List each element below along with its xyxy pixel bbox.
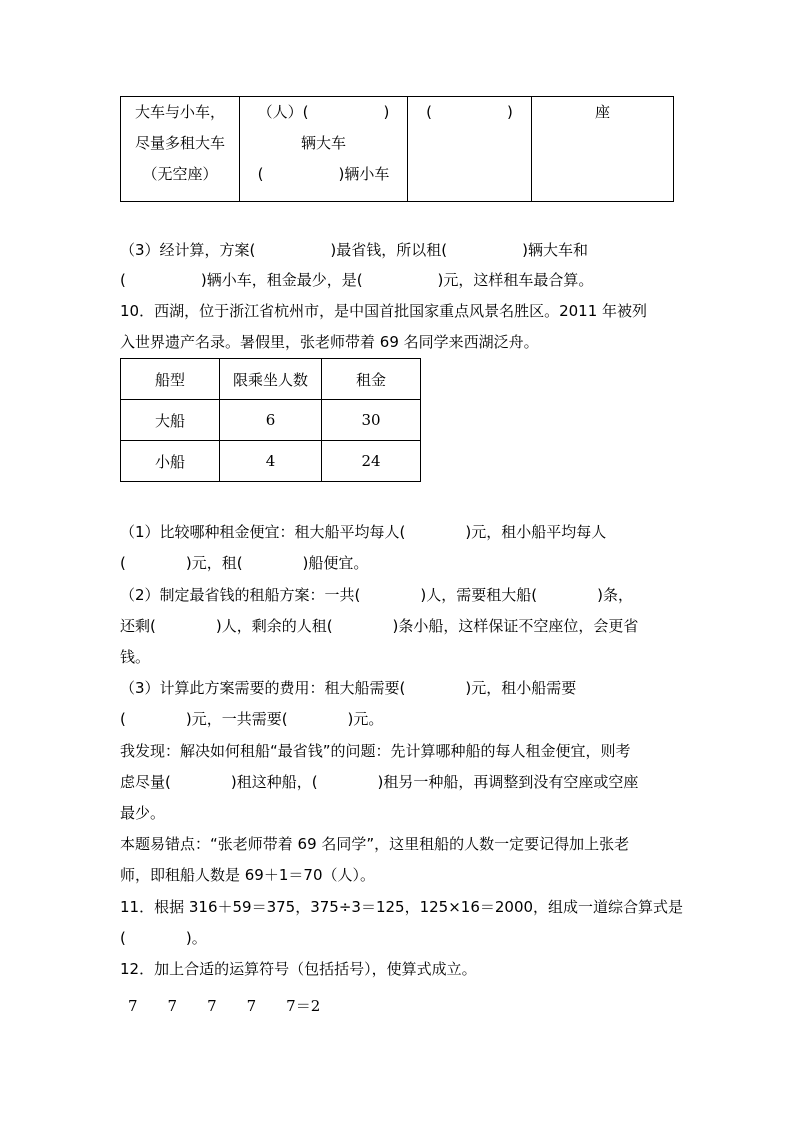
question-line: 虑尽量( )租这种船，( )租另一种船，再调整到没有空座或空座 (120, 773, 639, 791)
table-header-row (121, 359, 421, 400)
cell-text: ( ) (426, 103, 513, 121)
table-cell: 30 (322, 400, 421, 441)
question-line: ( )。 (120, 929, 207, 947)
header-cell: 租金 (322, 359, 421, 400)
question-line: （2）制定最省钱的租船方案：一共( )人，需要租大船( )条， (120, 586, 633, 604)
question-line: （3）计算此方案需要的费用：租大船需要( )元，租小船需要 (120, 679, 577, 697)
question-line: 钱。 (120, 648, 151, 666)
header-cell: 限乘坐人数 (220, 359, 322, 400)
cell-text: （人）( ) (257, 103, 390, 121)
seat-cell (532, 97, 674, 202)
question-line: 12．加上合适的运算符号（包括括号），使算式成立。 (120, 960, 477, 978)
cell-text: 大车与小车， (134, 103, 225, 121)
question-line: ( )辆小车，租金最少，是( )元，这样租车最合算。 (120, 271, 594, 289)
table-row (121, 97, 674, 202)
header-cell: 船型 (121, 359, 220, 400)
equation-line: 7 7 7 7 7＝2 (128, 997, 321, 1015)
question-line: 11．根据 316＋59＝375，375÷3＝125，125×16＝2000，组成一道综合算式是 (120, 898, 684, 916)
question-line: 10．西湖，位于浙江省杭州市，是中国首批国家重点风景名胜区。2011 年被列 (120, 302, 648, 320)
question-line: （3）经计算，方案( )最省钱，所以租( )辆大车和 (120, 241, 588, 259)
question-line: （1）比较哪种租金便宜：租大船平均每人( )元，租小船平均每人 (120, 523, 607, 541)
question-line: ( )元，租( )船便宜。 (120, 554, 369, 572)
question-line: 本题易错点：“张老师带着 69 名同学”，这里租船的人数一定要记得加上张老 (120, 835, 630, 853)
question-line: 入世界遗产名录。暑假里，张老师带着 69 名同学来西湖泛舟。 (120, 333, 539, 351)
question-line: 我发现：解决如何租船“最省钱”的问题：先计算哪种船的每人租金便宜，则考 (120, 742, 631, 760)
cell-text: 座 (594, 103, 610, 121)
table-cell: 小船 (121, 441, 220, 482)
table-cell: 24 (322, 441, 421, 482)
question-line: 师，即租船人数是 69＋1＝70（人）。 (120, 866, 375, 884)
question-line: 最少。 (120, 804, 166, 822)
cell-text: 尽量多租大车 (134, 134, 225, 152)
table-cell: 大船 (121, 400, 220, 441)
rental-plan-table (120, 96, 674, 202)
table-cell: 4 (220, 441, 322, 482)
question-line: 还剩( )人，剩余的人租( )条小船，这样保证不空座位，会更省 (120, 617, 639, 635)
table-row (121, 441, 421, 482)
vehicle-count-cell (240, 97, 408, 202)
cell-text: ( )辆小车 (257, 165, 390, 183)
question-line: ( )元，一共需要( )元。 (120, 710, 384, 728)
cell-text: （无空座） (142, 165, 218, 183)
table-cell: 6 (220, 400, 322, 441)
cost-cell (408, 97, 532, 202)
boat-rental-table (120, 358, 421, 482)
table-row (121, 400, 421, 441)
plan-description-cell (121, 97, 240, 202)
cell-text: 辆大车 (300, 134, 346, 152)
